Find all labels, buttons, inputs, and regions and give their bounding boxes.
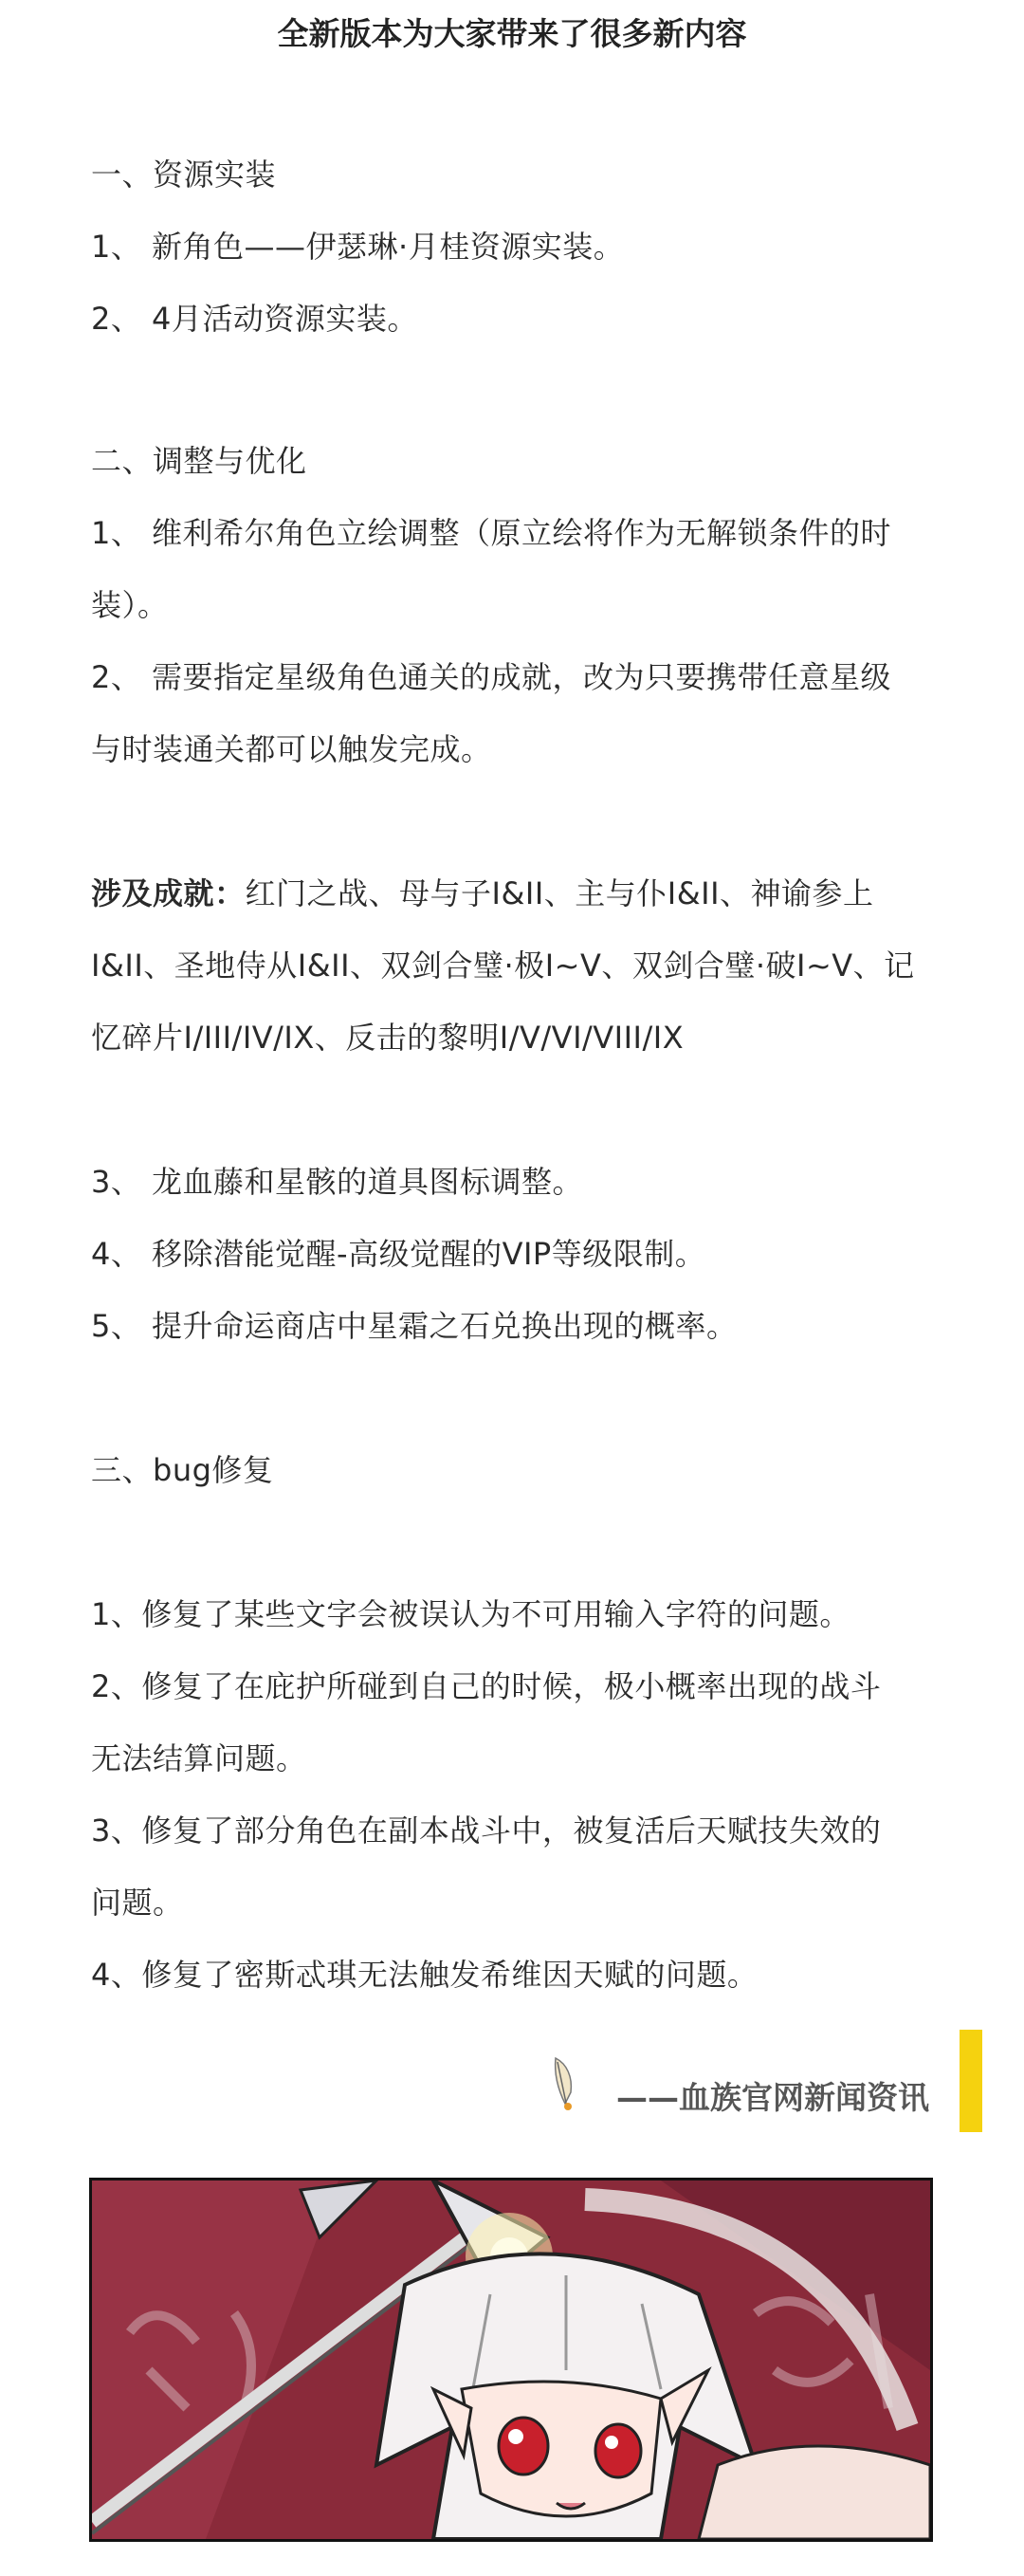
section-heading-resources: 一、资源实装 <box>91 156 277 193</box>
list-item: 4、 移除潜能觉醒-高级觉醒的VIP等级限制。 <box>91 1236 706 1272</box>
accent-bar <box>960 2030 982 2132</box>
list-item-continued: 装）。 <box>91 587 169 623</box>
list-item-continued: 问题。 <box>91 1885 184 1921</box>
list-item: 3、修复了部分角色在副本战斗中，被复活后天赋技失效的 <box>91 1812 882 1849</box>
source-credit: ——血族官网新闻资讯 <box>616 2079 929 2116</box>
list-item: 1、 维利希尔角色立绘调整（原立绘将作为无解锁条件的时 <box>91 515 892 551</box>
feather-icon <box>550 2054 582 2117</box>
achievements-line: 忆碎片I/III/IV/IX、反击的黎明I/V/VI/VIII/IX <box>91 1020 685 1056</box>
list-item: 2、 4月活动资源实装。 <box>91 301 418 337</box>
list-item: 1、修复了某些文字会被误认为不可用输入字符的问题。 <box>91 1596 850 1632</box>
section-heading-adjustments: 二、调整与优化 <box>91 443 307 479</box>
section-heading-bugfix: 三、bug修复 <box>91 1452 274 1488</box>
list-item: 2、修复了在庇护所碰到自己的时候，极小概率出现的战斗 <box>91 1668 882 1704</box>
achievements-label: 涉及成就： <box>91 875 246 911</box>
list-item: 3、 龙血藤和星骸的道具图标调整。 <box>91 1164 584 1200</box>
list-item-continued: 与时装通关都可以触发完成。 <box>91 731 492 767</box>
achievements-line: I&II、圣地侍从I&II、双剑合璧·极I~V、双剑合璧·破I~V、记 <box>91 948 915 984</box>
page-title: 全新版本为大家带来了很多新内容 <box>277 15 747 52</box>
achievements-text: 红门之战、母与子I&II、主与仆I&II、神谕参上 <box>245 875 874 911</box>
list-item: 4、修复了密斯忒琪无法触发希维因天赋的问题。 <box>91 1957 759 1993</box>
list-item: 1、 新角色——伊瑟琳·月桂资源实装。 <box>91 229 625 265</box>
achievements-line <box>91 871 874 916</box>
list-item: 5、 提升命运商店中星霜之石兑换出现的概率。 <box>91 1308 738 1344</box>
list-item: 2、 需要指定星级角色通关的成就，改为只要携带任意星级 <box>91 659 892 695</box>
manga-character-illustration <box>89 2178 933 2542</box>
list-item-continued: 无法结算问题。 <box>91 1740 307 1776</box>
